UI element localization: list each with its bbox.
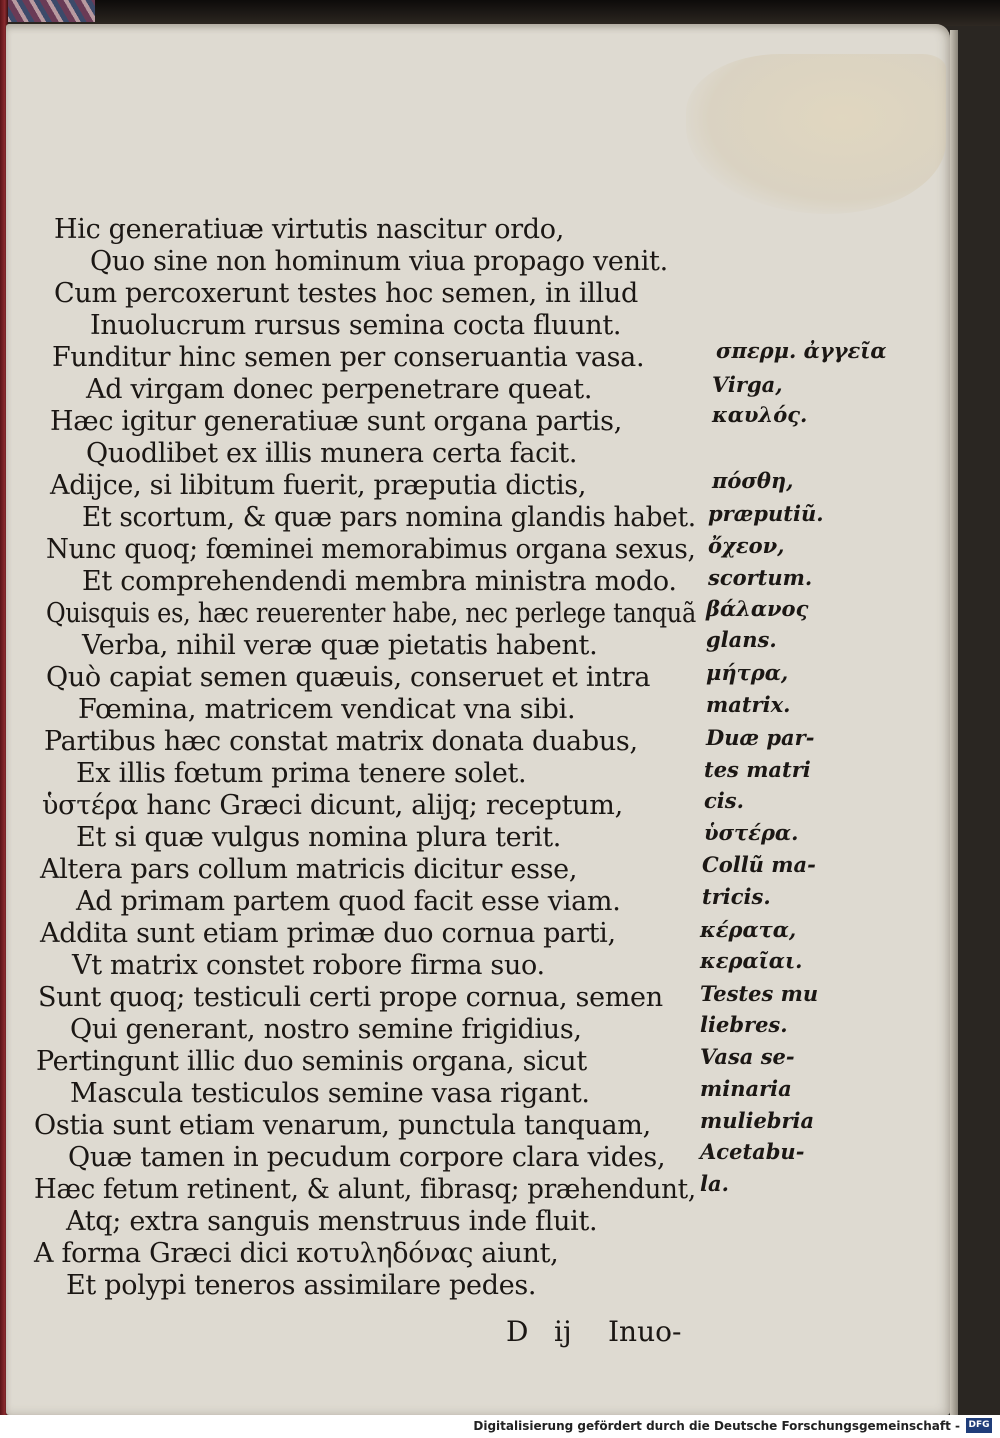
verse-line: Vt matrix constet robore firma suo. — [72, 950, 545, 981]
verse-line: Altera pars collum matricis dicitur esse, — [40, 854, 578, 885]
verse-line: Et si quæ vulgus nomina plura terit. — [76, 822, 562, 853]
verse-line: Qui generant, nostro semine frigidius, — [70, 1014, 582, 1045]
margin-gloss: minaria — [700, 1076, 792, 1101]
marbled-binding-corner — [0, 0, 95, 22]
verse-line: Cum percoxerunt testes hoc semen, in illud — [54, 278, 638, 309]
margin-gloss: Virga, — [712, 372, 783, 397]
verse-line: Atq; extra sanguis menstruus inde fluit. — [66, 1206, 598, 1237]
verse-line: Et comprehendendi membra ministra modo. — [82, 566, 677, 597]
margin-gloss: ὄχεον, — [708, 533, 785, 558]
verse-column — [6, 24, 706, 1324]
margin-gloss: σπερμ. ἀγγεῖα — [716, 338, 887, 363]
margin-gloss: scortum. — [708, 565, 813, 590]
verse-line: Mascula testiculos semine vasa rigant. — [70, 1078, 590, 1109]
verse-line: Quodlibet ex illis munera certa facit. — [86, 438, 578, 469]
margin-gloss: Collũ ma- — [702, 852, 816, 877]
margin-gloss: tes matri — [704, 757, 811, 782]
margin-gloss: Acetabu- — [700, 1139, 805, 1164]
book-page — [6, 24, 950, 1415]
margin-gloss: Duæ par- — [706, 725, 815, 750]
verse-line: Hic generatiuæ virtutis nascitur ordo, — [54, 214, 565, 245]
margin-gloss: Vasa se- — [700, 1044, 795, 1069]
verse-line: Addita sunt etiam primæ duo cornua parti, — [40, 918, 616, 949]
verse-line: Nunc quoq; fœminei memorabimus organa sexus, — [46, 534, 696, 565]
margin-gloss: glans. — [706, 627, 777, 652]
verse-line: Sunt quoq; testiculi certi prope cornua, semen — [38, 982, 663, 1013]
footer-credit: Digitalisierung gefördert durch die Deutsche Forschungsgemeinschaft - — [473, 1419, 960, 1433]
verse-line: Quisquis es, hæc reuerenter habe, nec perlege tanquã — [46, 598, 697, 629]
page-stain — [686, 54, 946, 214]
dfg-logo: DFG — [966, 1418, 992, 1433]
verse-line: Fœmina, matricem vendicat vna sibi. — [78, 694, 576, 725]
margin-gloss: la. — [700, 1171, 729, 1196]
verse-line: Et polypi teneros assimilare pedes. — [66, 1270, 537, 1301]
folio-mark: ij — [554, 1315, 572, 1348]
margin-gloss: tricis. — [702, 884, 771, 909]
verse-line: Ad primam partem quod facit esse viam. — [76, 886, 621, 917]
margin-gloss: πόσθη, — [712, 468, 794, 493]
margin-gloss: μήτρα, — [706, 660, 789, 685]
catchword: Inuo- — [608, 1315, 682, 1348]
margin-gloss: liebres. — [700, 1012, 788, 1037]
margin-gloss: κεραῖαι. — [700, 948, 803, 973]
verse-line: Ex illis fœtum prima tenere solet. — [76, 758, 527, 789]
margin-gloss: κέρατα, — [700, 917, 797, 942]
margin-gloss: præputiũ. — [708, 501, 824, 526]
page-fore-edge — [950, 30, 958, 1415]
verse-line: Ostia sunt etiam venarum, punctula tanquam, — [34, 1110, 651, 1141]
verse-line: Funditur hinc semen per conseruantia vasa. — [52, 342, 645, 373]
verse-line: A forma Græci dici κοτυληδόνας aiunt, — [34, 1238, 559, 1269]
verse-line: ὑστέρα hanc Græci dicunt, alijq; receptum, — [42, 790, 623, 821]
verse-line: Et scortum, & quæ pars nomina glandis habet. — [82, 502, 696, 533]
margin-gloss: καυλός. — [712, 402, 808, 427]
verse-line: Quo sine non hominum viua propago venit. — [90, 246, 668, 277]
verse-line: Ad virgam donec perpenetrare queat. — [86, 374, 593, 405]
verse-line: Pertingunt illic duo seminis organa, sicut — [36, 1046, 587, 1077]
verse-line: Partibus hæc constat matrix donata duabus, — [44, 726, 638, 757]
verse-line: Hæc igitur generatiuæ sunt organa partis, — [50, 406, 622, 437]
verse-line: Hæc fetum retinent, & alunt, fibrasq; præhendunt, — [34, 1174, 696, 1205]
margin-gloss: cis. — [704, 788, 744, 813]
verse-line: Quò capiat semen quæuis, conseruet et intra — [46, 662, 651, 693]
verse-line: Verba, nihil veræ quæ pietatis habent. — [82, 630, 598, 661]
margin-gloss: muliebria — [700, 1108, 815, 1133]
margin-gloss: Testes mu — [700, 981, 819, 1006]
scan-top-band — [0, 0, 1000, 26]
margin-gloss: matrix. — [706, 692, 791, 717]
verse-line: Adijce, si libitum fuerit, præputia dictis, — [50, 470, 587, 501]
margin-gloss: ὑστέρα. — [704, 820, 799, 845]
verse-line: Inuolucrum rursus semina cocta fluunt. — [90, 310, 622, 341]
margin-gloss: βάλανος — [706, 596, 809, 621]
verse-line: Quæ tamen in pecudum corpore clara vides, — [68, 1142, 666, 1173]
signature-mark: D — [506, 1315, 529, 1348]
